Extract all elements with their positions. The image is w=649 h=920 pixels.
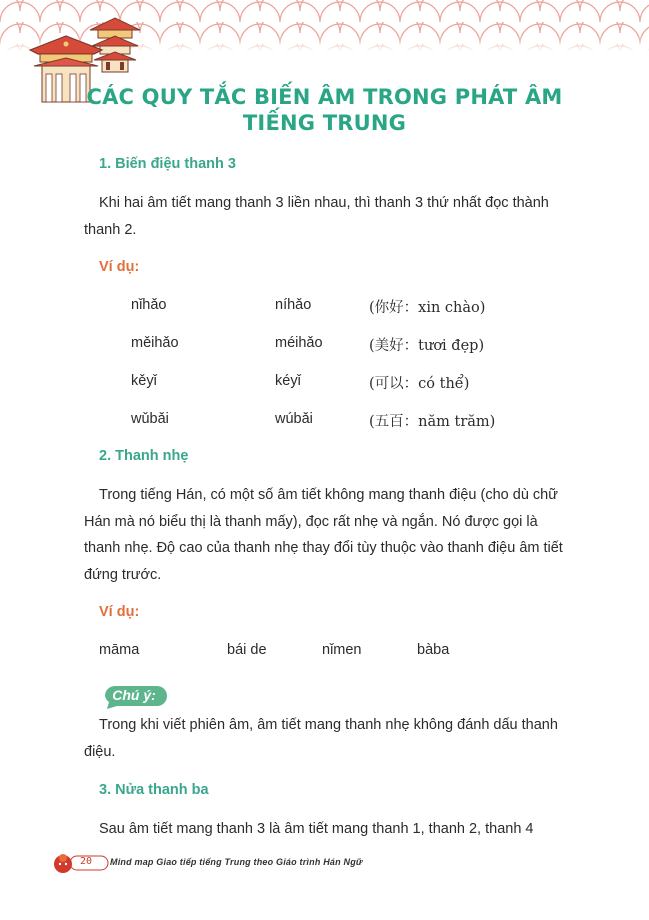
example-original: kěyǐ xyxy=(131,373,157,389)
page-title-line2: TIẾNG TRUNG xyxy=(242,111,407,135)
example-word: bàba xyxy=(417,642,450,658)
example-word: bái de xyxy=(227,642,267,658)
section1-body: Khi hai âm tiết mang thanh 3 liền nhau, thì thanh 3 thứ nhất đọc thành thanh 2. xyxy=(84,195,549,238)
section2-heading: 2. Thanh nhẹ xyxy=(99,448,189,464)
example-gloss: (五百：năm trăm) xyxy=(369,414,496,430)
example-original: nǐhǎo xyxy=(131,297,167,313)
section1-example-label: Ví dụ: xyxy=(99,259,140,275)
section2-body: Trong tiếng Hán, có một số âm tiết không mang thanh điệu (cho dù chữ Hán mà nó biểu thị là thanh mấy), đọc rất nhẹ và ngắn. Nó được gọi là thanh nhẹ. Độ cao của thanh nhẹ thay đổi tùy thuộc vào thanh điệu âm tiết đứng trước. xyxy=(84,487,563,583)
example-changed: méihǎo xyxy=(275,335,323,351)
footer-book-title: Mind map Giao tiếp tiếng Trung theo Giáo trình Hán Ngữ xyxy=(110,857,363,867)
page-title-line1: CÁC QUY TẮC BIẾN ÂM TRONG PHÁT ÂM xyxy=(86,85,563,109)
section1-heading: 1. Biến điệu thanh 3 xyxy=(99,156,236,172)
section2-example-label: Ví dụ: xyxy=(99,604,140,620)
example-changed: níhǎo xyxy=(275,297,312,313)
section3-heading: 3. Nửa thanh ba xyxy=(99,782,209,798)
example-original: měihǎo xyxy=(131,335,179,351)
example-word: māma xyxy=(99,642,140,658)
example-word: nǐmen xyxy=(322,642,362,658)
section3-body: Sau âm tiết mang thanh 3 là âm tiết mang thanh 1, thanh 2, thanh 4 xyxy=(99,821,534,837)
example-changed: wúbǎi xyxy=(275,411,313,427)
example-gloss: (美好：tươi đẹp) xyxy=(369,338,485,354)
example-original: wǔbǎi xyxy=(131,411,169,427)
example-changed: kéyǐ xyxy=(275,373,301,389)
example-gloss: (可以：có thể) xyxy=(369,376,470,392)
page-title xyxy=(0,84,649,136)
note-body: Trong khi viết phiên âm, âm tiết mang thanh nhẹ không đánh dấu thanh điệu. xyxy=(84,717,558,760)
page-number: 20 xyxy=(80,856,93,867)
note-label: Chú ý: xyxy=(112,687,156,703)
example-gloss: (你好：xin chào) xyxy=(369,300,486,316)
